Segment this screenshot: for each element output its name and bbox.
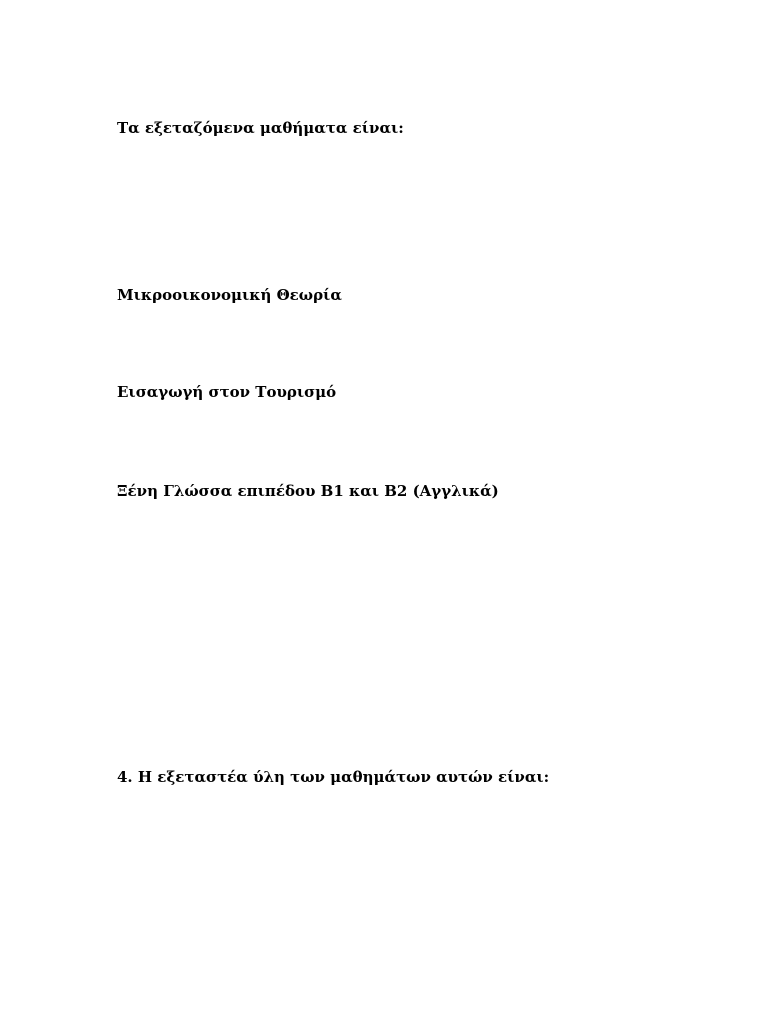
courses-heading: Τα εξεταζόμενα μαθήματα είναι: — [117, 119, 404, 137]
course-intro-tourism: Εισαγωγή στον Τουρισμό — [117, 383, 337, 401]
syllabus-heading: 4. Η εξεταστέα ύλη των μαθημάτων αυτών είναι: — [117, 768, 550, 786]
course-microeconomic-theory: Μικροοικονομική Θεωρία — [117, 286, 342, 304]
course-foreign-language: Ξένη Γλώσσα επιπέδου Β1 και Β2 (Αγγλικά) — [117, 482, 499, 500]
